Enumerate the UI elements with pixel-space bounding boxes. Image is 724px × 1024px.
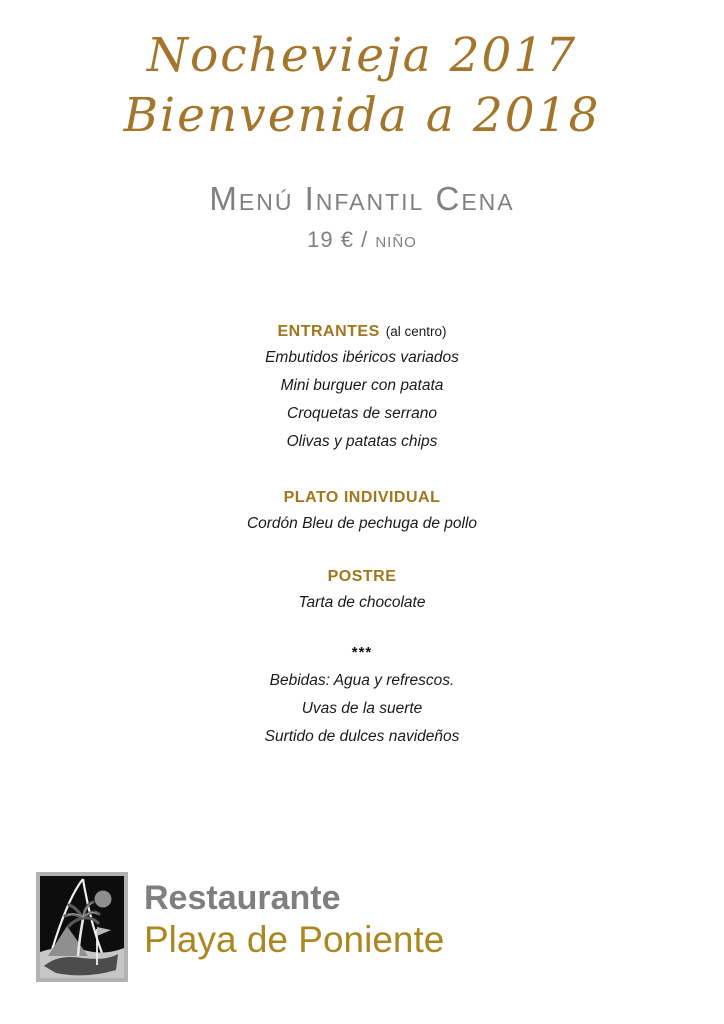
section-separator: *** bbox=[351, 644, 373, 661]
menu-item: Croquetas de serrano bbox=[287, 405, 437, 422]
section-heading-plato-individual: PLATO INDIVIDUAL bbox=[283, 489, 441, 506]
brand-playa-de-poniente: Playa de Poniente bbox=[144, 919, 445, 960]
event-title-line2: Bienvenida a 2018 bbox=[123, 88, 601, 143]
brand-restaurante: Restaurante bbox=[144, 879, 341, 917]
menu-item: Cordón Bleu de pechuga de pollo bbox=[246, 515, 478, 532]
event-title bbox=[0, 26, 724, 146]
menu-item: Embutidos ibéricos variados bbox=[265, 349, 459, 366]
section-note: (al centro) bbox=[385, 324, 447, 339]
section-heading-label: ENTRANTES bbox=[277, 323, 380, 340]
menu-item-extra: Bebidas: Agua y refrescos. bbox=[269, 672, 455, 689]
menu-body bbox=[0, 320, 724, 751]
brand-text bbox=[144, 872, 444, 962]
menu-item: Tarta de chocolate bbox=[298, 594, 426, 611]
menu-price: 19 € / niño bbox=[307, 227, 417, 252]
section-heading-entrantes bbox=[0, 320, 724, 344]
event-title-line1: Nochevieja 2017 bbox=[146, 28, 578, 83]
menu-item: Mini burguer con patata bbox=[280, 377, 444, 394]
menu-item-extra: Surtido de dulces navideños bbox=[264, 728, 460, 745]
menu-item-extra: Uvas de la suerte bbox=[301, 700, 423, 717]
menu-item: Olivas y patatas chips bbox=[286, 433, 438, 450]
footer-brand bbox=[36, 872, 444, 982]
menu-title: Menú Infantil Cena bbox=[209, 180, 515, 217]
sailboat-palm-beach-logo-icon bbox=[36, 872, 128, 982]
section-heading-postre: POSTRE bbox=[327, 568, 397, 585]
